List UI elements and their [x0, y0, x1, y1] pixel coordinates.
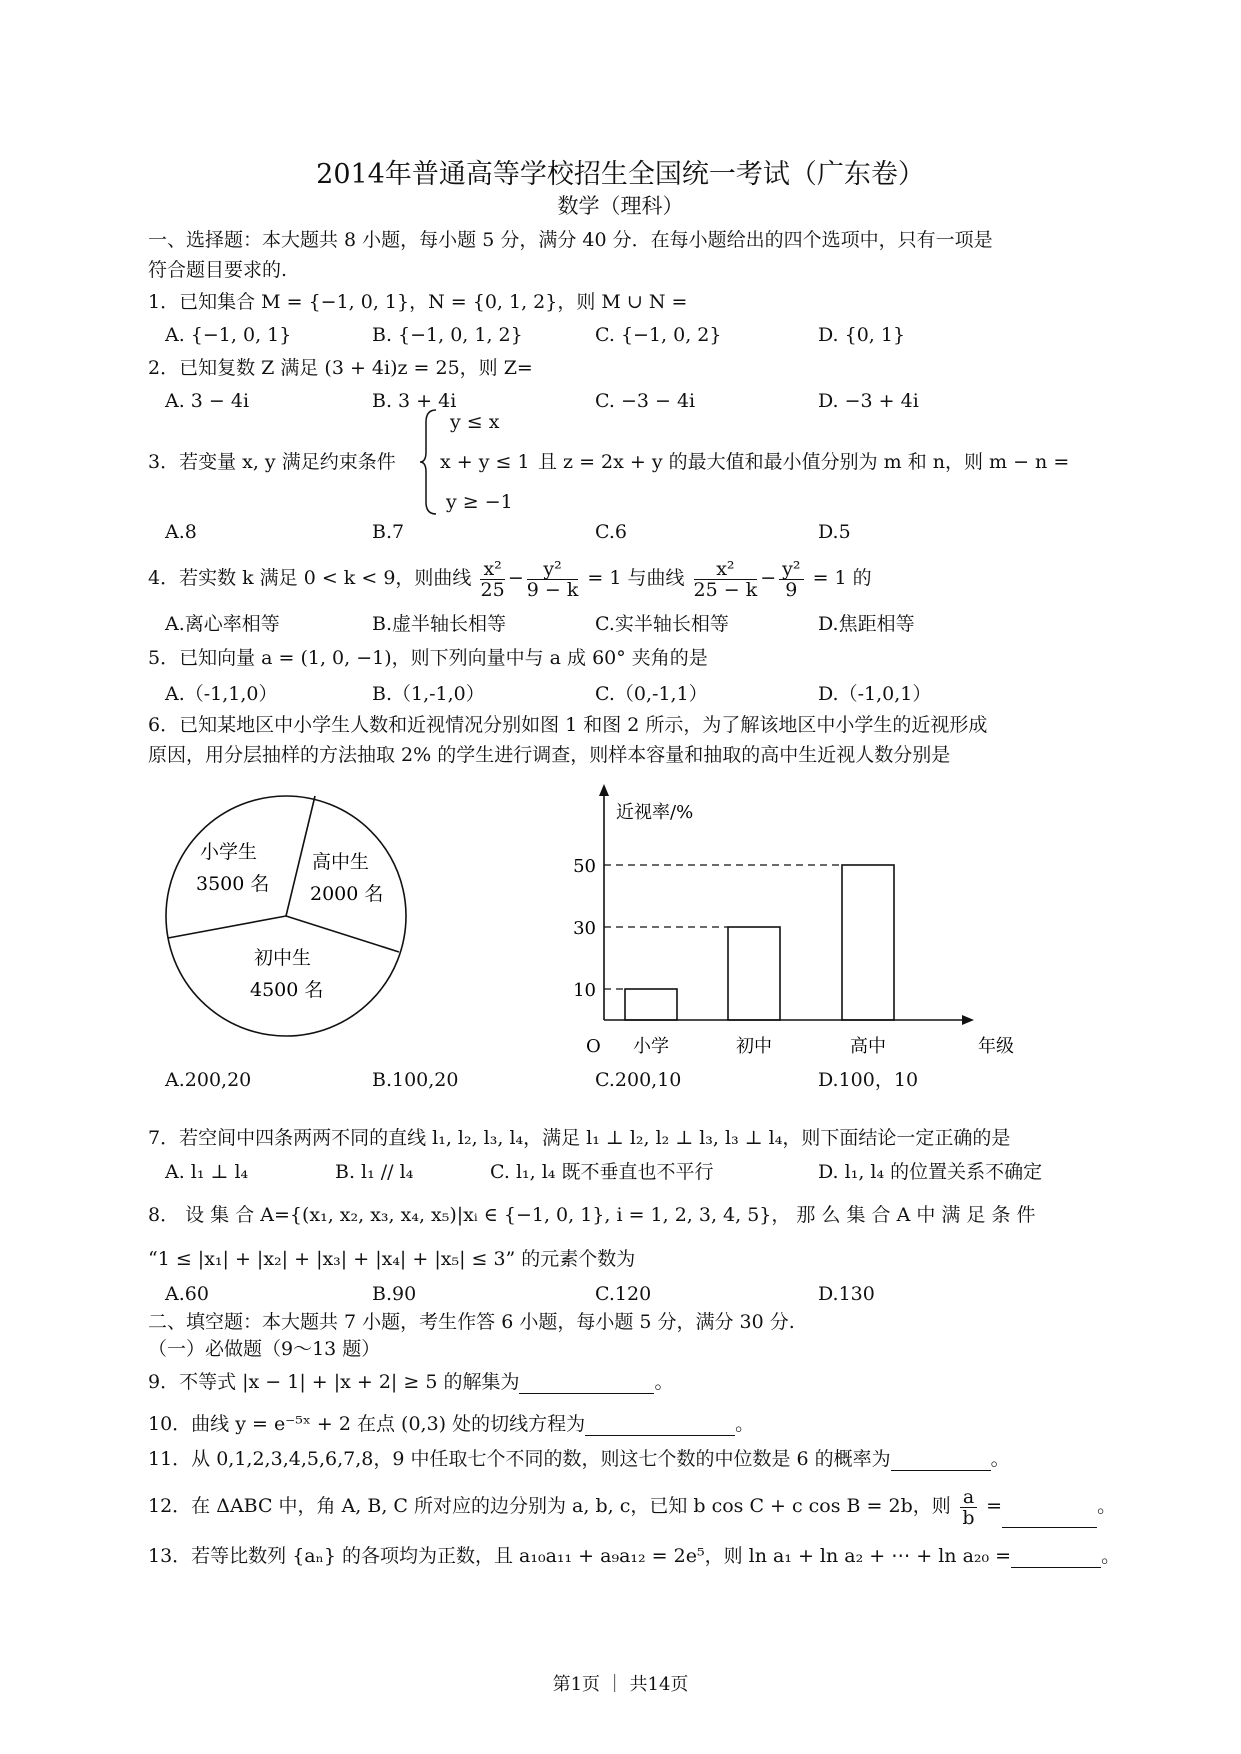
q12-eq: =: [980, 1495, 1003, 1517]
q12-stem: [148, 1484, 1116, 1528]
bar: [842, 865, 894, 1020]
exam-title: 2014年普通高等学校招生全国统一考试（广东卷）: [316, 159, 925, 190]
fraction-numerator: x²: [694, 559, 758, 580]
q6-option-d: D.100，10: [818, 1069, 919, 1091]
answer-blank: [519, 1375, 654, 1394]
q4-option-d: D.焦距相等: [818, 613, 915, 635]
q4-option-b: B.虚半轴长相等: [372, 613, 507, 635]
section1-intro: 一、选择题：本大题共 8 小题，每小题 5 分，满分 40 分．在每小题给出的四个选项中，只有一项是: [148, 229, 993, 251]
q2-option-d: D. −3 + 4i: [818, 390, 919, 412]
fraction: [527, 559, 579, 600]
answer-blank: [1011, 1549, 1101, 1568]
q5-stem: 5．已知向量 a = (1, 0, −1)，则下列向量中与 a 成 60° 夹角的是: [148, 647, 708, 669]
section2-sub: （一）必做题（9～13 题）: [148, 1338, 381, 1360]
y-tick-label: 30: [573, 918, 596, 939]
q3-constraint-2: x + y ≤ 1: [440, 451, 530, 473]
fraction-numerator: y²: [779, 559, 803, 580]
q1-stem: 1．已知集合 M = {−1, 0, 1}，N = {0, 1, 2}，则 M ∪ N =: [148, 291, 688, 313]
q9-end: 。: [654, 1371, 674, 1393]
q4-option-a: A.离心率相等: [165, 613, 280, 635]
pie-label-senior: 高中生: [312, 851, 370, 873]
q2-stem: 2．已知复数 Z 满足 (3 + 4i)z = 25，则 Z=: [148, 357, 533, 379]
section2-intro: 二、填空题：本大题共 7 小题，考生作答 6 小题，每小题 5 分，满分 30 分.: [148, 1311, 795, 1333]
fraction: [480, 559, 504, 600]
fraction-denominator: 25: [480, 578, 505, 601]
q3-option-b: B.7: [372, 521, 405, 543]
q8-option-b: B.90: [372, 1283, 417, 1305]
q9-text: 9．不等式 |x − 1| + |x + 2| ≥ 5 的解集为: [148, 1371, 520, 1393]
q5-option-d: D.（-1,0,1）: [818, 683, 932, 705]
exam-subtitle: 数学（理科）: [557, 194, 684, 218]
origin-label: O: [586, 1036, 601, 1057]
q11-stem: [148, 1447, 1010, 1471]
x-tick-label: 小学: [633, 1036, 669, 1057]
q7-stem: 7．若空间中四条两两不同的直线 l₁, l₂, l₃, l₄，满足 l₁ ⊥ l₂, l₂ ⊥ l₃, l₃ ⊥ l₄，则下面结论一定正确的是: [148, 1127, 1011, 1149]
q13-end: 。: [1101, 1545, 1121, 1567]
q7-option-b: B. l₁ // l₄: [335, 1161, 414, 1183]
q11-end: 。: [990, 1448, 1010, 1470]
pie-count-senior: 2000 名: [310, 883, 384, 905]
fraction: [779, 559, 803, 600]
fraction: [694, 559, 758, 600]
q8-option-c: C.120: [595, 1283, 652, 1305]
pie-count-junior: 4500 名: [250, 979, 324, 1001]
q10-end: 。: [735, 1413, 755, 1435]
q8-option-a: A.60: [165, 1283, 209, 1305]
q3-option-c: C.6: [595, 521, 627, 543]
q6-option-b: B.100,20: [372, 1069, 459, 1091]
fraction-denominator: b: [962, 1506, 975, 1529]
answer-blank: [585, 1417, 735, 1436]
x-tick-label: 初中: [736, 1036, 772, 1057]
q3-option-d: D.5: [818, 521, 851, 543]
q3-constraint-3: y ≥ −1: [446, 491, 513, 513]
fraction-numerator: x²: [480, 559, 504, 580]
q1-option-b: B. {−1, 0, 1, 2}: [372, 324, 523, 346]
q4-stem: 4．若实数 k 满足 0 < k < 9，则曲线 $\frac{\text{x²}}{25}$ − $\frac{\text{y²}}{9 - k}$ = 1 与曲线 $\frac{\text{x²}}{25 - k}$ − $\frac{\text{y²}}{9}$ = 1 的: [148, 557, 872, 601]
q4-end: = 1 的: [812, 567, 872, 589]
q3-prefix: 3．若变量 x, y 满足约束条件: [148, 451, 396, 473]
q9-stem: [148, 1370, 673, 1394]
x-axis-arrow-icon: [962, 1015, 974, 1025]
q7-option-a: A. l₁ ⊥ l₄: [165, 1161, 249, 1183]
fraction-denominator: 9 − k: [526, 578, 579, 601]
pie-label-primary: 小学生: [200, 841, 258, 863]
q6-option-c: C.200,10: [595, 1069, 682, 1091]
page-footer: 第1页 ｜ 共14页: [552, 1674, 689, 1695]
y-tick-label: 50: [573, 856, 596, 877]
pie-divider-3: [168, 916, 286, 938]
fraction-numerator: a: [960, 1487, 977, 1508]
q1-option-a: A. {−1, 0, 1}: [165, 324, 292, 346]
q12-end: 。: [1097, 1495, 1117, 1517]
q8-stem-cont: “1 ≤ |x₁| + |x₂| + |x₃| + |x₄| + |x₅| ≤ 3” 的元素个数为: [148, 1248, 636, 1270]
q7-option-c: C. l₁, l₄ 既不垂直也不平行: [490, 1161, 714, 1183]
q6-stem-cont: 原因，用分层抽样的方法抽取 2% 的学生进行调查，则样本容量和抽取的高中生近视人数分别是: [148, 744, 951, 766]
bar: [625, 989, 677, 1020]
pie-chart: [160, 790, 420, 1050]
q8-option-d: D.130: [818, 1283, 875, 1305]
x-tick-label: 高中: [850, 1036, 886, 1057]
q5-option-b: B.（1,-1,0）: [372, 683, 485, 705]
fraction: [960, 1487, 977, 1528]
q13-text: 13．若等比数列 {aₙ} 的各项均为正数，且 a₁₀a₁₁ + a₉a₁₂ = 2e⁵，则 ln a₁ + ln a₂ + ⋯ + ln a₂₀ =: [148, 1545, 1012, 1567]
q1-option-d: D. {0, 1}: [818, 324, 906, 346]
q2-option-b: B. 3 + 4i: [372, 390, 457, 412]
q12-text: 12．在 ΔABC 中，角 A, B, C 所对应的边分别为 a, b, c，已知 b cos C + c cos B = 2b，则: [148, 1495, 951, 1517]
q2-option-a: A. 3 − 4i: [165, 390, 250, 412]
q3-option-a: A.8: [165, 521, 197, 543]
q7-option-d: D. l₁, l₄ 的位置关系不确定: [818, 1161, 1043, 1183]
q10-text: 10．曲线 y = e⁻⁵ˣ + 2 在点 (0,3) 处的切线方程为: [148, 1413, 586, 1435]
brace-icon: [420, 408, 440, 516]
bar: [728, 927, 780, 1020]
q8-stem: 8． 设 集 合 A={(x₁, x₂, x₃, x₄, x₅)|xᵢ ∈ {−1, 0, 1}, i = 1, 2, 3, 4, 5}， 那 么 集 合 A 中 满 足 条 件: [148, 1204, 1036, 1226]
q3-constraint-1: y ≤ x: [450, 411, 500, 433]
pie-label-junior: 初中生: [254, 947, 312, 969]
q6-stem: 6．已知某地区中小学生人数和近视情况分别如图 1 和图 2 所示，为了解该地区中小学生的近视形成: [148, 714, 988, 736]
answer-blank: [1002, 1509, 1097, 1528]
fraction-denominator: 25 − k: [693, 578, 758, 601]
q5-option-a: A.（-1,1,0）: [165, 683, 278, 705]
q13-stem: [148, 1544, 1120, 1568]
answer-blank: [891, 1452, 991, 1471]
section1-intro-cont: 符合题目要求的.: [148, 259, 288, 281]
q4-option-c: C.实半轴长相等: [595, 613, 729, 635]
q11-text: 11．从 0,1,2,3,4,5,6,7,8，9 中任取七个不同的数，则这七个数的中位数是 6 的概率为: [148, 1448, 891, 1470]
q2-option-c: C. −3 − 4i: [595, 390, 696, 412]
q10-stem: [148, 1412, 754, 1436]
y-axis-label: 近视率/%: [616, 802, 694, 823]
fraction-denominator: 9: [785, 578, 798, 601]
q4-prefix: 4．若实数 k 满足 0 < k < 9，则曲线: [148, 567, 472, 589]
x-axis-label: 年级: [978, 1036, 1014, 1057]
bar-chart: [560, 780, 1020, 1070]
q1-option-c: C. {−1, 0, 2}: [595, 324, 722, 346]
q4-mid: = 1 与曲线: [587, 567, 685, 589]
y-axis-arrow-icon: [599, 784, 609, 796]
q6-option-a: A.200,20: [165, 1069, 252, 1091]
q3-suffix: 且 z = 2x + y 的最大值和最小值分别为 m 和 n，则 m − n =: [538, 451, 1070, 473]
fraction-numerator: y²: [527, 559, 579, 580]
q5-option-c: C.（0,-1,1）: [595, 683, 708, 705]
pie-count-primary: 3500 名: [196, 873, 270, 895]
y-tick-label: 10: [573, 980, 596, 1001]
